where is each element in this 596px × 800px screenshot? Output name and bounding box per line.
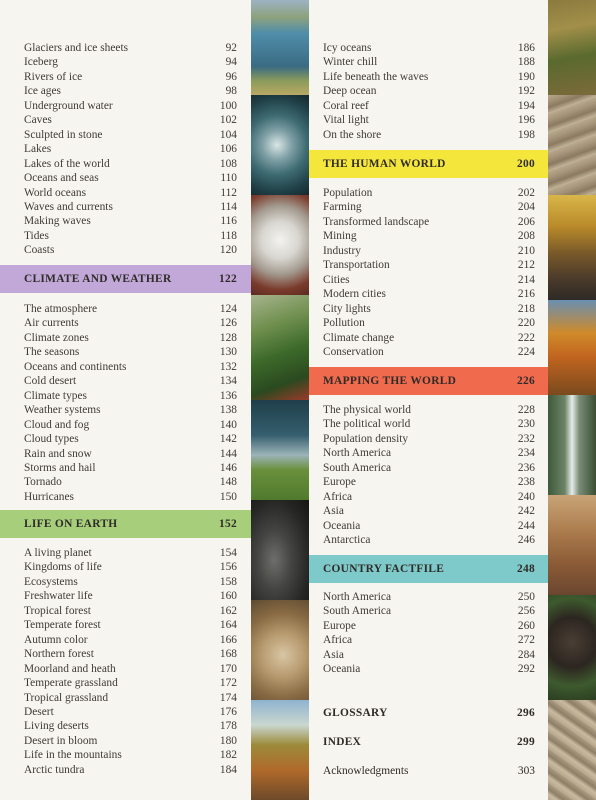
- entry-title: Deep ocean: [323, 85, 377, 98]
- entry-title: Ice ages: [24, 85, 61, 98]
- entry-page: 184: [219, 763, 237, 776]
- toc-entry: [0, 316, 251, 330]
- entry-title: Coral reef: [323, 99, 369, 112]
- toc-entry: [0, 647, 251, 661]
- entry-page: 114: [220, 200, 237, 213]
- entry-page: 180: [219, 734, 237, 747]
- entry-title: Temperate forest: [24, 619, 101, 632]
- entry-page: 234: [517, 447, 535, 460]
- photo-storm-grassland: [251, 400, 309, 500]
- entry-page: 170: [219, 662, 237, 675]
- entry-page: 146: [219, 461, 237, 474]
- toc-entry: [0, 243, 251, 257]
- entry-title: Vital light: [323, 114, 369, 127]
- toc-entry: [309, 648, 548, 662]
- toc-entry: [0, 374, 251, 388]
- section-heading: THE HUMAN WORLD: [323, 158, 446, 170]
- entry-title: Cloud and fog: [24, 418, 90, 431]
- entry-page: 202: [517, 187, 535, 199]
- toc-entry: [0, 633, 251, 647]
- entry-title: Europe: [323, 619, 356, 632]
- toc-entry: [0, 128, 251, 142]
- entry-page: 116: [220, 215, 237, 228]
- entry-title: On the shore: [323, 128, 382, 141]
- entry-page: 96: [225, 70, 237, 83]
- toc-entry: [309, 99, 548, 113]
- entry-page: 190: [517, 70, 535, 83]
- entry-title: Lakes: [24, 143, 52, 156]
- toc-entry: [0, 662, 251, 676]
- toc-entry: [0, 546, 251, 560]
- section-heading: CLIMATE AND WEATHER: [24, 273, 172, 285]
- entry-page: 174: [219, 691, 237, 704]
- toc-entry: [309, 200, 548, 214]
- toc-entry: [0, 418, 251, 432]
- entry-page: 138: [219, 404, 237, 417]
- entry-page: 94: [225, 56, 237, 69]
- toc-entry: [0, 618, 251, 632]
- entry-title: Autumn color: [24, 633, 88, 646]
- toc-entry: [0, 157, 251, 171]
- entry-title: Europe: [323, 476, 356, 489]
- entry-page: 284: [517, 648, 535, 661]
- toc-entry: [0, 389, 251, 403]
- entry-title: Climate zones: [24, 331, 89, 344]
- toc-entry: [0, 748, 251, 762]
- entry-page: 244: [517, 519, 535, 532]
- entry-title: Life beneath the waves: [323, 70, 429, 83]
- entry-page: 150: [219, 490, 237, 503]
- section-band-the-human-world: [309, 150, 548, 178]
- photo-village: [548, 495, 596, 595]
- toc-entry: [0, 360, 251, 374]
- toc-entry: [0, 84, 251, 98]
- toc-entry: [0, 186, 251, 200]
- section-page: 122: [219, 273, 237, 285]
- entry-title: Icy oceans: [323, 42, 372, 54]
- entry-title: Temperate grassland: [24, 677, 118, 690]
- entry-title: North America: [323, 447, 392, 460]
- section-page: 226: [517, 375, 535, 387]
- toc-entry: [309, 590, 548, 604]
- entry-page: 156: [219, 561, 237, 574]
- entry-page: 104: [219, 128, 237, 141]
- entry-page: 188: [517, 56, 535, 69]
- toc-entry: [0, 447, 251, 461]
- entry-page: 228: [517, 404, 535, 416]
- entry-title: Africa: [323, 634, 353, 647]
- toc-entry: [0, 41, 251, 55]
- entry-page: 142: [219, 433, 237, 446]
- toc-entry: [309, 662, 548, 676]
- entry-title: Hurricanes: [24, 490, 74, 503]
- entry-title: Antarctica: [323, 534, 371, 547]
- entry-page: 164: [219, 619, 237, 632]
- entry-title: Arctic tundra: [24, 763, 85, 776]
- entry-page: 218: [517, 302, 535, 315]
- entry-title: Rivers of ice: [24, 70, 83, 83]
- toc-entry: [309, 432, 548, 446]
- entry-title: Cities: [323, 273, 350, 286]
- toc-entry: [0, 229, 251, 243]
- entry-page: 128: [219, 331, 237, 344]
- entry-title: Transportation: [323, 259, 390, 272]
- toc-entry: [309, 215, 548, 229]
- entry-page: 192: [517, 85, 535, 98]
- entry-title: Life in the mountains: [24, 749, 122, 762]
- entry-title: Asia: [323, 505, 344, 518]
- entry-title: Lakes of the world: [24, 157, 110, 170]
- entry-title: Waves and currents: [24, 200, 113, 213]
- toc-entry: [0, 719, 251, 733]
- toc-entry: [309, 504, 548, 518]
- photo-ocean-swirl: [251, 95, 309, 195]
- entry-title: Tides: [24, 229, 49, 242]
- photo-chimpanzee: [548, 595, 596, 700]
- entry-page: 208: [517, 230, 535, 243]
- toc-entry: [0, 99, 251, 113]
- entry-title: Tropical grassland: [24, 691, 109, 704]
- entry-title: North America: [323, 591, 392, 603]
- entry-title: South America: [323, 461, 392, 474]
- entry-title: Population: [323, 187, 373, 199]
- toc-entry: [0, 403, 251, 417]
- entry-title: Population density: [323, 432, 409, 445]
- index-entry: [309, 734, 548, 750]
- acknowledgments-entry: [309, 763, 548, 779]
- entry-title: Transformed landscape: [323, 215, 430, 228]
- entry-page: 126: [219, 317, 237, 330]
- toc-entry: [309, 519, 548, 533]
- toc-entry: [309, 331, 548, 345]
- toc-entry: [309, 403, 548, 417]
- entry-title: Caves: [24, 114, 52, 127]
- entry-page: 162: [219, 604, 237, 617]
- entry-title: Making waves: [24, 215, 91, 228]
- section-band-climate-and-weather: [0, 265, 251, 293]
- photo-farmland: [548, 0, 596, 95]
- toc-entry: [309, 128, 548, 142]
- glossary-page: 296: [517, 707, 535, 719]
- entry-title: Winter chill: [323, 56, 378, 69]
- entry-title: Desert in bloom: [24, 734, 98, 747]
- entry-page: 246: [517, 534, 535, 547]
- entry-title: A living planet: [24, 547, 92, 559]
- entry-title: Africa: [323, 490, 353, 503]
- acknowledgments-title: Acknowledgments: [323, 765, 409, 777]
- entry-title: Air currents: [24, 317, 79, 330]
- toc-entry: [309, 345, 548, 359]
- entry-page: 130: [219, 346, 237, 359]
- entry-title: Living deserts: [24, 720, 89, 733]
- photo-volcano-steam: [251, 195, 309, 295]
- entry-title: Industry: [323, 244, 361, 257]
- entry-page: 140: [219, 418, 237, 431]
- toc-entry: [309, 417, 548, 431]
- photo-strip-middle: [251, 0, 309, 800]
- entry-title: Conservation: [323, 345, 384, 358]
- entry-page: 236: [517, 461, 535, 474]
- section-band-life-on-earth: [0, 510, 251, 538]
- toc-entry: [0, 461, 251, 475]
- entry-page: 212: [517, 259, 535, 272]
- entry-page: 220: [517, 317, 535, 330]
- toc-entry: [0, 70, 251, 84]
- toc-entry: [0, 432, 251, 446]
- entry-page: 176: [219, 705, 237, 718]
- toc-entry: [309, 244, 548, 258]
- photo-lava-field: [251, 500, 309, 600]
- entry-page: 240: [517, 490, 535, 503]
- entry-title: Desert: [24, 705, 54, 718]
- toc-entry: [309, 490, 548, 504]
- entry-title: Cold desert: [24, 375, 77, 388]
- entry-page: 216: [517, 288, 535, 301]
- toc-entry: [309, 41, 548, 55]
- entry-title: The physical world: [323, 404, 411, 416]
- toc-entry: [309, 475, 548, 489]
- entry-page: 204: [517, 201, 535, 214]
- toc-entry: [0, 55, 251, 69]
- toc-entry: [309, 273, 548, 287]
- toc-entry: [0, 560, 251, 574]
- entry-page: 230: [517, 418, 535, 431]
- entry-title: World oceans: [24, 186, 87, 199]
- glossary-title: GLOSSARY: [323, 707, 388, 719]
- entry-page: 232: [517, 432, 535, 445]
- entry-title: Kingdoms of life: [24, 561, 102, 574]
- entry-page: 92: [225, 42, 237, 54]
- toc-entry: [309, 533, 548, 547]
- entry-page: 148: [219, 476, 237, 489]
- entry-title: Oceans and seas: [24, 172, 99, 185]
- section-page: 248: [517, 563, 535, 575]
- section-heading: LIFE ON EARTH: [24, 518, 118, 530]
- entry-page: 100: [219, 99, 237, 112]
- entry-page: 178: [219, 720, 237, 733]
- toc-entry: [0, 490, 251, 504]
- photo-rainforest: [251, 295, 309, 400]
- entry-title: Northern forest: [24, 648, 94, 661]
- photo-city-aerial: [548, 700, 596, 800]
- toc-entry: [0, 691, 251, 705]
- toc-entry: [309, 258, 548, 272]
- entry-page: 242: [517, 505, 535, 518]
- toc-entry: [309, 619, 548, 633]
- toc-entry: [309, 113, 548, 127]
- toc-entry: [0, 142, 251, 156]
- entry-page: 166: [219, 633, 237, 646]
- entry-page: 182: [219, 749, 237, 762]
- photo-prairie-dog: [251, 600, 309, 700]
- toc-entry: [0, 345, 251, 359]
- toc-entry: [0, 214, 251, 228]
- toc-entry: [0, 589, 251, 603]
- entry-page: 292: [517, 663, 535, 676]
- entry-page: 222: [517, 331, 535, 344]
- photo-lake: [251, 0, 309, 95]
- toc-entry: [309, 84, 548, 98]
- toc-entry: [0, 475, 251, 489]
- entry-title: Freshwater life: [24, 590, 93, 603]
- toc-entry: [309, 287, 548, 301]
- toc-entry: [0, 734, 251, 748]
- entry-page: 272: [517, 634, 535, 647]
- entry-title: Climate change: [323, 331, 395, 344]
- toc-entry: [0, 705, 251, 719]
- toc-entry: [0, 676, 251, 690]
- section-page: 152: [219, 518, 237, 530]
- entry-page: 214: [517, 273, 535, 286]
- entry-title: Pollution: [323, 317, 365, 330]
- entry-page: 106: [219, 143, 237, 156]
- entry-page: 144: [219, 447, 237, 460]
- entry-page: 136: [219, 389, 237, 402]
- entry-title: Oceania: [323, 519, 361, 532]
- glossary-entry: [309, 705, 548, 721]
- toc-entry: [309, 633, 548, 647]
- entry-page: 194: [517, 99, 535, 112]
- entry-page: 256: [517, 605, 535, 618]
- entry-page: 224: [517, 345, 535, 358]
- entry-page: 210: [517, 244, 535, 257]
- entry-page: 120: [219, 244, 237, 257]
- entry-page: 102: [219, 114, 237, 127]
- entry-page: 132: [219, 360, 237, 373]
- entry-title: Tornado: [24, 476, 62, 489]
- toc-entry: [0, 604, 251, 618]
- entry-title: Modern cities: [323, 288, 386, 301]
- toc-entry: [0, 113, 251, 127]
- entry-title: Underground water: [24, 99, 113, 112]
- photo-open-pit-mine: [548, 95, 596, 195]
- entry-title: Farming: [323, 201, 362, 214]
- entry-title: Ecosystems: [24, 575, 78, 588]
- toc-entry: [0, 575, 251, 589]
- entry-page: 186: [517, 42, 535, 54]
- entry-title: Iceberg: [24, 56, 58, 69]
- entry-page: 250: [517, 591, 535, 603]
- entry-title: Cloud types: [24, 433, 79, 446]
- index-page: 299: [517, 736, 535, 748]
- toc-entry: [309, 446, 548, 460]
- entry-page: 172: [219, 677, 237, 690]
- photo-autumn-forest: [548, 300, 596, 395]
- photo-strip-right: [548, 0, 596, 800]
- entry-title: The political world: [323, 418, 411, 431]
- entry-page: 98: [225, 85, 237, 98]
- index-title: INDEX: [323, 736, 362, 748]
- toc-entry: [309, 55, 548, 69]
- section-heading: MAPPING THE WORLD: [323, 375, 457, 387]
- section-band-country-factfile: [309, 555, 548, 583]
- entry-page: 112: [220, 186, 237, 199]
- entry-page: 110: [220, 172, 237, 185]
- photo-desert-plants: [251, 700, 309, 800]
- entry-page: 108: [219, 157, 237, 170]
- entry-title: Oceania: [323, 663, 361, 676]
- entry-title: South America: [323, 605, 392, 618]
- section-heading: COUNTRY FACTFILE: [323, 563, 445, 575]
- toc-entry: [0, 302, 251, 316]
- toc-entry: [309, 229, 548, 243]
- entry-page: 160: [219, 590, 237, 603]
- entry-title: Sculpted in stone: [24, 128, 103, 141]
- entry-title: Glaciers and ice sheets: [24, 42, 129, 54]
- entry-page: 260: [517, 619, 535, 632]
- section-page: 200: [517, 158, 535, 170]
- entry-page: 196: [517, 114, 535, 127]
- toc-entry: [309, 70, 548, 84]
- entry-page: 168: [219, 648, 237, 661]
- entry-title: Oceans and continents: [24, 360, 127, 373]
- entry-title: Climate types: [24, 389, 87, 402]
- entry-page: 238: [517, 476, 535, 489]
- toc-entry: [309, 316, 548, 330]
- toc-entry: [0, 763, 251, 777]
- entry-page: 118: [220, 229, 237, 242]
- acknowledgments-page: 303: [517, 765, 535, 777]
- entry-title: The seasons: [24, 346, 80, 359]
- entry-page: 158: [219, 575, 237, 588]
- toc-entry: [0, 200, 251, 214]
- entry-page: 154: [219, 547, 237, 559]
- toc-entry: [309, 302, 548, 316]
- toc-entry: [0, 171, 251, 185]
- entry-page: 124: [219, 303, 237, 315]
- entry-title: Asia: [323, 648, 344, 661]
- section-band-mapping-the-world: [309, 367, 548, 395]
- photo-industry: [548, 195, 596, 300]
- entry-title: City lights: [323, 302, 371, 315]
- entry-title: Moorland and heath: [24, 662, 116, 675]
- entry-title: Mining: [323, 230, 357, 243]
- photo-waterfall: [548, 395, 596, 495]
- entry-title: Rain and snow: [24, 447, 92, 460]
- entry-page: 134: [219, 375, 237, 388]
- toc-entry: [309, 186, 548, 200]
- toc-entry: [309, 604, 548, 618]
- entry-title: The atmosphere: [24, 303, 98, 315]
- entry-title: Tropical forest: [24, 604, 91, 617]
- entry-page: 206: [517, 215, 535, 228]
- toc-entry: [0, 331, 251, 345]
- entry-page: 198: [517, 128, 535, 141]
- entry-title: Weather systems: [24, 404, 101, 417]
- toc-entry: [309, 461, 548, 475]
- entry-title: Coasts: [24, 244, 55, 257]
- entry-title: Storms and hail: [24, 461, 96, 474]
